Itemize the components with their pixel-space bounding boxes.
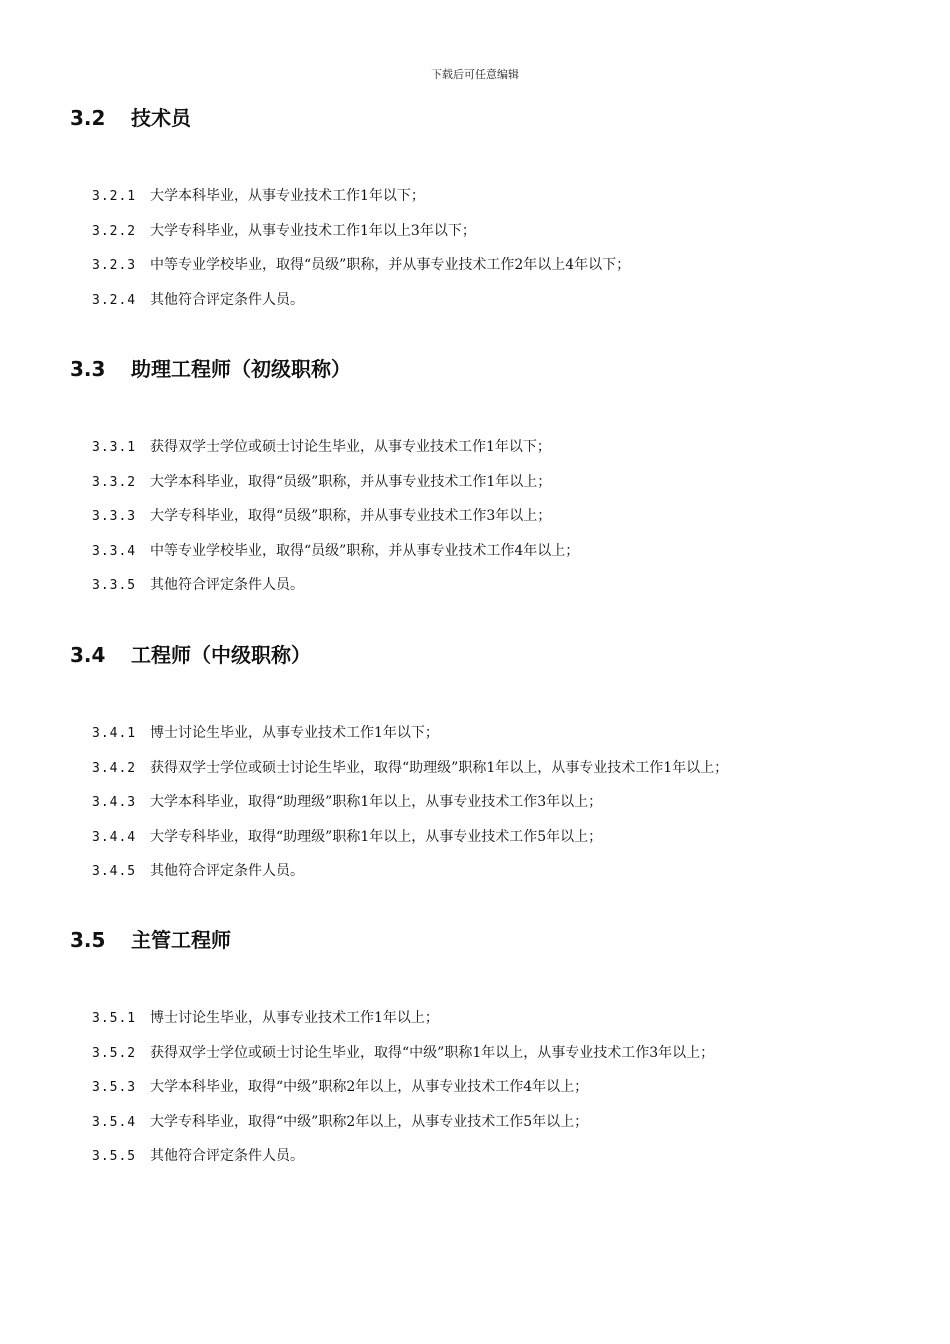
list-item [92, 499, 579, 534]
page-header: 下载后可任意编辑 [431, 68, 519, 81]
section-title: 工程师（中级职称） [131, 643, 311, 667]
item-number: 3.4.4 [92, 829, 137, 845]
item-text: 大学本科毕业，从事专业技术工作1年以下； [150, 188, 425, 204]
list-item [92, 785, 728, 820]
item-text: 博士讨论生毕业，从事专业技术工作1年以上； [150, 1010, 439, 1026]
section-heading [70, 925, 231, 955]
item-number: 3.5.3 [92, 1080, 137, 1095]
item-list [92, 1001, 714, 1174]
item-list [92, 716, 728, 889]
list-item [92, 1070, 714, 1105]
item-number: 3.3.4 [92, 543, 137, 559]
section-number: 3.3 [70, 357, 106, 381]
item-text: 大学专科毕业，取得“助理级”职称1年以上，从事专业技术工作5年以上； [150, 828, 603, 845]
item-number: 3.5.1 [92, 1011, 137, 1026]
item-number: 3.3.1 [92, 440, 137, 455]
item-text: 中等专业学校毕业，取得“员级”职称，并从事专业技术工作2年以上4年以下； [150, 257, 631, 273]
item-list [92, 430, 579, 603]
list-item [92, 1105, 714, 1140]
item-number: 3.3.5 [92, 578, 137, 593]
section-number: 3.4 [70, 643, 106, 667]
list-item [92, 430, 579, 465]
section-heading [70, 640, 311, 670]
item-number: 3.5.5 [92, 1149, 137, 1164]
item-text: 大学本科毕业，取得“员级”职称，并从事专业技术工作1年以上； [150, 473, 552, 490]
item-number: 3.3.3 [92, 509, 137, 524]
list-item [92, 568, 579, 603]
item-number: 3.2.3 [92, 258, 137, 273]
section-number: 3.5 [70, 928, 106, 952]
item-text: 其他符合评定条件人员。 [150, 1148, 304, 1164]
item-text: 博士讨论生毕业，从事专业技术工作1年以下； [150, 725, 439, 741]
item-number: 3.4.1 [92, 726, 137, 741]
list-item [92, 248, 630, 283]
item-text: 大学专科毕业，取得“中级”职称2年以上，从事专业技术工作5年以上； [150, 1113, 589, 1130]
list-item [92, 534, 579, 569]
list-item [92, 179, 630, 214]
item-number: 3.5.4 [92, 1114, 137, 1130]
item-number: 3.4.3 [92, 795, 137, 810]
item-number: 3.2.4 [92, 292, 137, 308]
list-item [92, 1036, 714, 1071]
list-item [92, 820, 728, 855]
item-number: 3.2.2 [92, 223, 137, 239]
section-heading [70, 103, 191, 133]
item-text: 大学本科毕业，取得“助理级”职称1年以上，从事专业技术工作3年以上； [150, 794, 603, 810]
item-number: 3.4.2 [92, 760, 137, 776]
item-text: 其他符合评定条件人员。 [150, 577, 304, 593]
section-number: 3.2 [70, 106, 106, 130]
list-item [92, 751, 728, 786]
item-text: 获得双学士学位或硕士讨论生毕业，取得“中级”职称1年以上，从事专业技术工作3年以上； [150, 1044, 715, 1061]
section-title: 技术员 [131, 106, 191, 130]
list-item [92, 283, 630, 318]
list-item [92, 716, 728, 751]
item-number: 3.5.2 [92, 1045, 137, 1061]
list-item [92, 465, 579, 500]
item-number: 3.3.2 [92, 474, 137, 490]
item-text: 获得双学士学位或硕士讨论生毕业，从事专业技术工作1年以下； [150, 439, 551, 455]
item-number: 3.4.5 [92, 864, 137, 879]
section-title: 主管工程师 [131, 928, 231, 952]
list-item [92, 1001, 714, 1036]
item-text: 大学本科毕业，取得“中级”职称2年以上，从事专业技术工作4年以上； [150, 1079, 589, 1095]
item-text: 中等专业学校毕业，取得“员级”职称，并从事专业技术工作4年以上； [150, 542, 580, 559]
list-item [92, 214, 630, 249]
item-text: 大学专科毕业，从事专业技术工作1年以上3年以下； [150, 222, 476, 239]
section-title: 助理工程师（初级职称） [131, 357, 351, 381]
list-item [92, 854, 728, 889]
section-heading [70, 354, 351, 384]
item-text: 其他符合评定条件人员。 [150, 863, 304, 879]
item-number: 3.2.1 [92, 189, 137, 204]
item-text: 大学专科毕业，取得“员级”职称，并从事专业技术工作3年以上； [150, 508, 552, 524]
list-item [92, 1139, 714, 1174]
item-text: 其他符合评定条件人员。 [150, 291, 304, 308]
item-list [92, 179, 630, 317]
item-text: 获得双学士学位或硕士讨论生毕业，取得“助理级”职称1年以上，从事专业技术工作1年以上； [150, 759, 729, 776]
